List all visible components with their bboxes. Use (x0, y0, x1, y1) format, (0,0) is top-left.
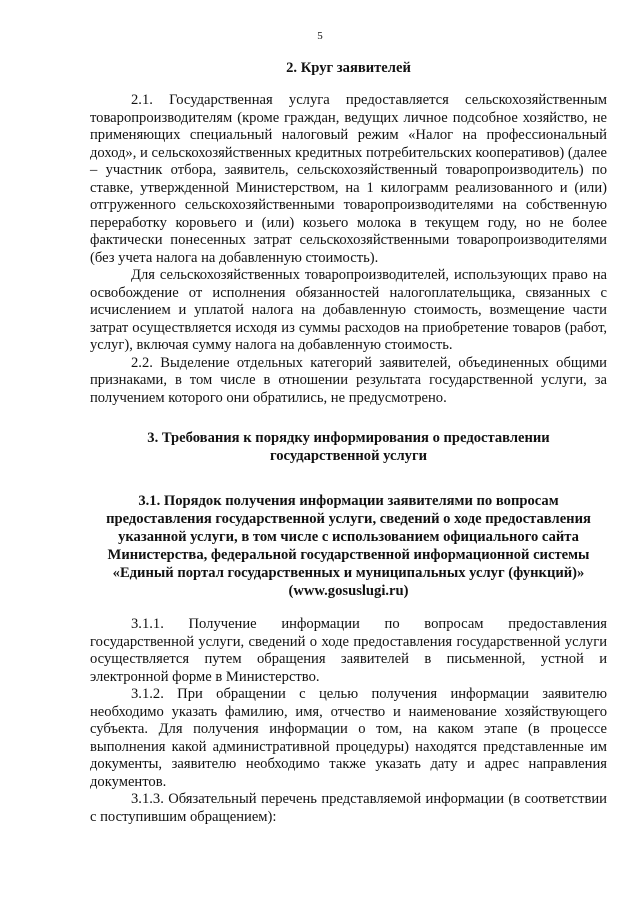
paragraph-2-1-vat: Для сельскохозяйственных товаропроизводителей, использующих право на освобождение от исполнения обязанностей налогоплательщика, связанных с исчислением и уплатой налога на добавленную стоимость, возмещение части затрат осуществляется исходя из суммы расходов на приобретение товаров (работ, услуг), включая сумму налога на добавленную стоимость. (90, 267, 607, 353)
subsection-3-1-title-line: 3.1. Порядок получения информации заявителями по вопросам (138, 493, 559, 509)
subsection-3-1-title-line: указанной услуги, в том числе с использованием официального сайта (118, 529, 579, 545)
subsection-3-1-title (90, 492, 607, 600)
section-3-title-line-2: государственной услуги (269, 448, 428, 464)
section-2-title: 2. Круг заявителей (286, 60, 411, 76)
subsection-3-1-title-line: Министерства, федеральной государственной информационной системы (107, 547, 590, 563)
subsection-3-1-title-line: предоставления государственной услуги, сведений о ходе предоставления (106, 511, 591, 527)
page-number: 5 (317, 30, 323, 42)
section-3-title-line-1: 3. Требования к порядку информирования о предоставлении (147, 430, 550, 446)
paragraph-2-1: 2.1. Государственная услуга предоставляется сельскохозяйственным товаропроизводителям (кроме граждан, ведущих личное подсобное хозяйство, не применяющих специальный налоговый режим «Налог на профессиональный доход», и сельскохозяйственных кредитных потребительских кооперативов) (далее – участник отбора, заявитель, сельскохозяйственный товаропроизводитель) по ставке, утвержденной Министерством, на 1 килограмм реализованного и (или) отгруженного сельскохозяйственными товаропроизводителями на собственную переработку коровьего и (или) козьего молока в текущем году, но не более фактически понесенных затрат сельскохозяйственными товаропроизводителями (без учета налога на добавленную стоимость). (90, 92, 607, 266)
paragraph-2-2: 2.2. Выделение отдельных категорий заявителей, объединенных общими признаками, в том числе в отношении результата государственной услуги, за получением которого они обратились, не предусмотрено. (90, 354, 607, 406)
subsection-3-1-title-line: (www.gosuslugi.ru) (288, 583, 409, 599)
paragraph-3-1-2: 3.1.2. При обращении с целью получения информации заявителю необходимо указать фамилию, имя, отчество и наименование хозяйствующего субъекта. Для получения информации о том, на каком этапе (в процессе выполнения какой административной процедуры) находятся представленные им документы, заявителю необходимо также указать дату и адрес направления документов. (90, 686, 607, 790)
section-3-title (90, 429, 607, 465)
paragraph-3-1-1: 3.1.1. Получение информации по вопросам предоставления государственной услуги, сведений о ходе предоставления государственной услуги осуществляется путем обращения заявителей в письменной, устной и электронной форме в Министерство. (90, 616, 607, 685)
paragraph-3-1-3: 3.1.3. Обязательный перечень представляемой информации (в соответствии с поступившим обращением): (90, 791, 607, 825)
subsection-3-1-title-line: «Единый портал государственных и муниципальных услуг (функций)» (112, 565, 585, 581)
